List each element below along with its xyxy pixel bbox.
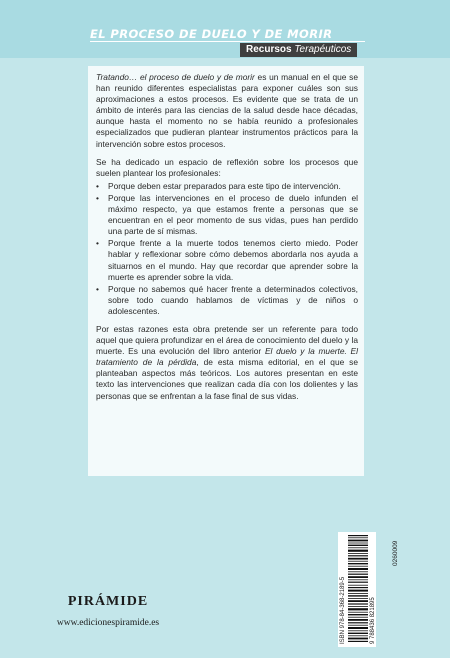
list-item: • Porque deben estar preparados para este tipo de intervención.	[96, 181, 358, 192]
intro-title: Tratando… el proceso de duelo y de morir	[96, 72, 255, 82]
collection-tag-italic: Terapéuticos	[294, 44, 352, 55]
barcode	[338, 532, 376, 647]
series-divider	[90, 41, 365, 42]
closing-text-1: Por estas razones esta obra pretende ser un referente para todo aquel que quiera profundizar en el área de conocimiento del duelo y la muerte. Es una evolución del libro anterior	[96, 323, 358, 357]
product-code: 0260009	[392, 540, 399, 566]
closing-text-2: , de esta misma editorial, en el que se planteaban aspectos más teóricos. Los autores presentan en este texto las intervenciones que realizan cada día con los dolientes y las personas que se enfrentan a la fase final de sus vidas.	[96, 357, 358, 401]
list-item: • Porque no sabemos qué hacer frente a determinados colectivos, sobre todo cuando hablamos de víctimas y de niños o adolescentes.	[96, 284, 358, 317]
reflection-lead: Se ha dedicado un espacio de reflexión sobre los procesos que suelen plantear los profesionales:	[96, 156, 358, 178]
publisher-logo: PIRÁMIDE	[67, 594, 149, 609]
publisher-website: www.edicionespiramide.es	[56, 618, 160, 628]
isbn-label: ISBN 978-84-368-2189-5	[340, 576, 346, 644]
barcode-digits: 9 788436 821895	[370, 597, 376, 644]
series-title: EL PROCESO DE DUELO Y DE MORIR	[90, 27, 333, 41]
intro-paragraph	[96, 72, 358, 150]
collection-tag-bold: Recursos	[246, 44, 292, 55]
intro-text: es un manual en el que se han reunido diferentes especialistas para exponer cuáles son sus aproximaciones a estos procesos. Es evidente que se trata de un ámbito de interés para las ciencias de la salud desde hace décadas, aunque hasta el momento no se había reunido a profesionales especializados que pudieran plantear instrumentos prácticos para la intervención sobre estos procesos.	[96, 72, 358, 149]
closing-book-title: El duelo y la muerte. El tratamiento de la pérdida	[96, 346, 358, 368]
closing-paragraph	[96, 324, 358, 402]
reflection-list	[96, 181, 358, 317]
barcode-icon	[348, 535, 368, 643]
back-cover-text	[96, 72, 358, 409]
list-item: • Porque las intervenciones en el proceso de duelo infunden el máximo respecto, ya que estamos frente a personas que se encuentran en el peor momento de sus vidas, pues han perdido una parte de sí mismas.	[96, 193, 358, 237]
collection-tag	[240, 43, 357, 57]
list-item: • Porque frente a la muerte todos tenemos cierto miedo. Poder hablar y reflexionar sobre cómo debemos abordarla nos ayuda a situarnos en el mundo. Hay que recordar que aprender sobre la muerte es aprender sobre la vida.	[96, 238, 358, 282]
